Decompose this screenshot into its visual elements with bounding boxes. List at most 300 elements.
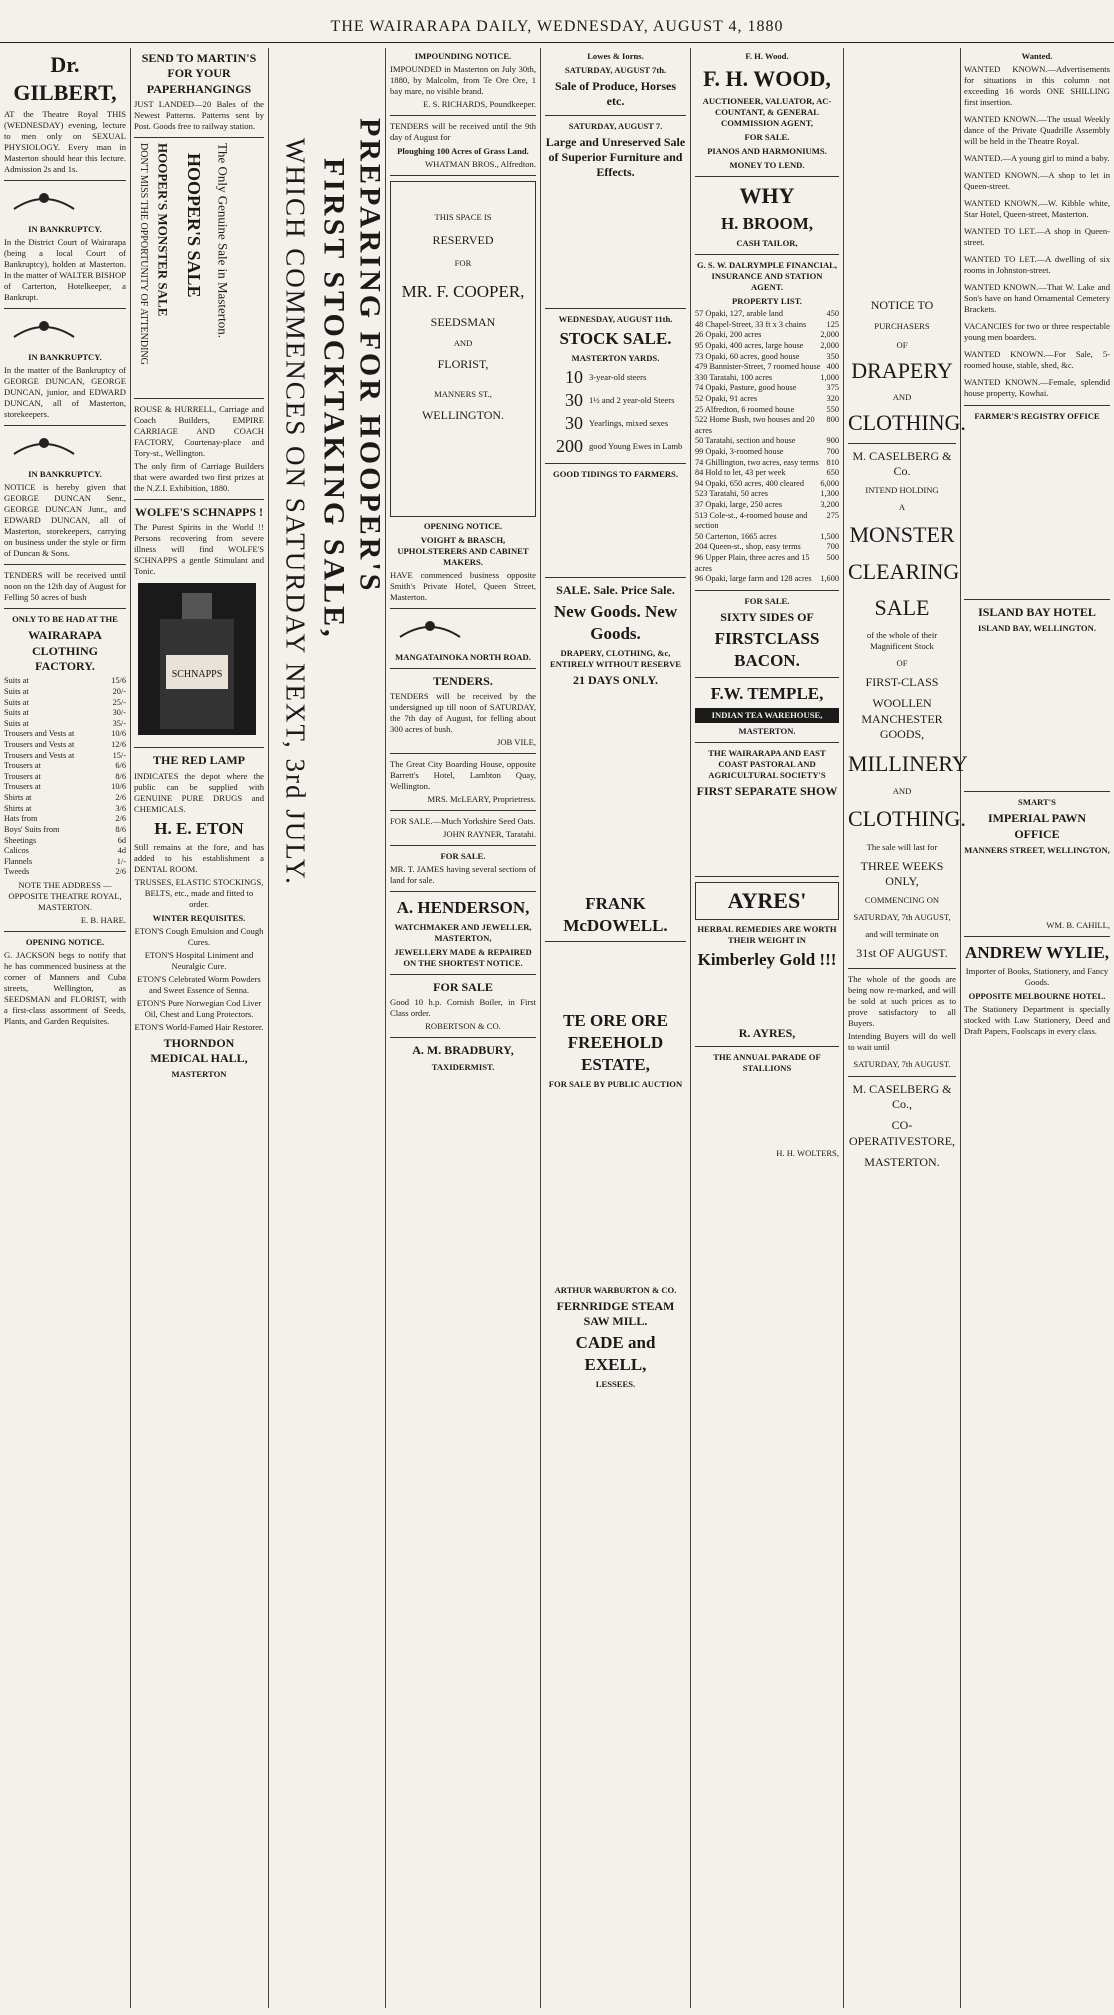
terminate: and will terminate on [865,929,939,940]
clearing-title: CLEARING [848,558,960,584]
saturday-date-2: SATURDAY, 7th AUGUST. [853,1058,951,1069]
impounding-title: IMPOUNDING NOTICE. [414,51,512,61]
pawn-office: IMPERIAL PAWN OFFICE [987,811,1087,841]
price-row [4,698,126,709]
lessees: LESSEES. [595,1378,636,1389]
masterton: MASTERTON. [864,1155,940,1170]
coop-store: CO-OPERATIVESTORE, [848,1118,956,1148]
property-desc: 57 Opaki, 127, arable land [695,309,784,319]
wolfe-title: WOLFE'S SCHNAPPS ! [134,505,263,520]
property-price: 1,600 [820,574,839,584]
reserved-city: WELLINGTON. [421,407,505,422]
column-1 [4,48,126,2008]
price-value: 2/6 [115,793,126,803]
price-value: 12/6 [111,740,126,750]
property-price: 1,300 [820,489,839,499]
whatman-signature: WHATMAN BROS., Alfredton. [424,159,536,169]
dalrymple-title: G. S. W. DALRYMPLE FINANCIAL, INSURANCE AND STATION AGENT. [696,260,838,293]
rayner-signature: JOHN RAYNER, Taratahi. [443,829,536,840]
property-desc: 84 Hold to let, 43 per week [695,468,786,478]
property-price: 6,000 [820,478,839,488]
eton-list [134,926,264,1033]
factory-title: WAIRARAPA CLOTHING FACTORY. [28,628,102,674]
banner-line-2: FIRST STOCKTAKING SALE, [317,158,351,640]
property-row [695,574,839,585]
property-row [695,352,839,363]
column-rule [268,48,269,2008]
woollen: WOOLLEN MANCHESTER GOODS, [861,696,943,741]
property-price: 550 [826,404,839,414]
farmers-title: GOOD TIDINGS TO FARMERS. [553,468,678,479]
commencing: COMMENCING ON [864,895,940,906]
property-row [695,320,839,331]
thorndon-title: THORNDON MEDICAL HALL, [150,1035,248,1065]
gilbert-body: AT the Theatre Royal THIS (WEDNESDAY) evening, lecture to men only on SEXUAL PHYSIOLOGY. Every man in Masterton should hear this lecture. Admission 2s and 1s. [4,109,126,175]
property-row [695,330,839,341]
bottle-label: SCHNAPPS [171,669,223,681]
column-rule [690,48,691,2008]
price-row [4,804,126,815]
property-row [695,415,839,436]
price-item: Trousers and Vests at [4,750,75,760]
wanted-item: WANTED KNOWN.—For Sale, 5-roomed house, stable, shed, &c. [964,349,1110,370]
property-row [695,309,839,320]
wanted-item: VACANCIES for two or three respectable young men boarders. [964,321,1110,342]
property-price: 125 [826,319,839,329]
spacer [545,482,686,572]
wanted-item: WANTED.—A young girl to mind a baby. [964,153,1110,163]
divider [695,590,839,591]
property-price: 1,000 [820,372,839,382]
separate-show: FIRST SEPARATE SHOW [696,783,838,798]
and: AND [892,391,912,402]
column-4 [390,48,536,2008]
tender-notice: TENDERS will be received until noon on the 12th day of August for Felling 50 acres of bush [4,570,126,603]
ornament-icon [390,617,470,643]
property-desc: 523 Taratahi, 50 acres [695,489,768,499]
masthead-rule [0,42,1114,43]
bradbury-title: A. M. BRADBURY, [412,1043,514,1058]
property-price: 450 [826,309,839,319]
divider [390,175,536,176]
divider [545,463,686,464]
price-item: Trousers at [4,771,41,781]
property-price: 400 [826,362,839,372]
tenders-body: TENDERS will be received by the undersigned up till noon of SATURDAY, the 7th day of August, for felling about 300 acres of bush. [390,691,536,735]
divider [695,677,839,678]
price-item: Trousers and Vests at [4,729,75,739]
wolfe-body: The Purest Spirits in the World !! Persons recovering from severe illness will find WOLFE'S SCHNAPPS a gentle Stimulant and Tonic. [134,522,264,577]
price-item: Suits at [4,718,29,728]
robertson-signature: ROBERTSON & CO. [425,1021,501,1032]
stock-desc: good Young Ewes in Lamb [589,440,683,451]
spacer [545,183,686,303]
banner-line-1: WHICH COMMENCES ON SATURDAY NEXT, 3rd JULY. [280,138,311,886]
price-value: 15/- [112,750,126,760]
stock-row [545,435,686,458]
price-item: Shirts at [4,803,32,813]
broom-trade: CASH TAILOR, [736,238,798,249]
divider [964,936,1110,937]
henderson-title: A. HENDERSON, [396,898,530,918]
sale-banner: SALE. Sale. Price Sale. [556,582,675,597]
wanted-list [964,64,1110,399]
wolters-signature: H. H. WOLTERS, [776,1148,839,1159]
henderson-trade: WATCHMAKER AND JEWELLER, MASTERTON, [394,922,532,944]
column-3 [272,48,387,2008]
divider [134,499,264,500]
ornament-icon [4,317,84,343]
divider [134,398,264,399]
trusses: TRUSSES, ELASTIC STOCKINGS, BELTS, etc., made and fitted to order. [134,876,264,909]
property-price: 275 [826,510,839,520]
for-sale-boiler: FOR SALE [433,980,493,995]
hooper-vert-1: DON'T MISS THE OPPORTUNITY OF ATTENDING [137,143,149,365]
boarding-house: The Great City Boarding House, opposite Barrett's Hotel, Lambton Quay, Wellington. [390,759,536,792]
divider [390,891,536,892]
james-body: MR. T. JAMES having several sections of land for sale. [390,864,536,886]
broom-title: H. BROOM, [720,214,814,234]
divider [695,742,839,743]
divider [390,810,536,811]
divider [390,608,536,609]
spacer [695,801,839,871]
opening-title: OPENING NOTICE. [423,521,503,531]
new-goods: New Goods. New Goods. [553,602,678,643]
firm-name: M. CASELBERG & Co. [852,448,952,479]
goods-note: The whole of the goods are being now re-marked, and will be sold at such prices as to prove satisfactory to all Buyers. [848,973,956,1028]
property-list-title: PROPERTY LIST. [732,296,802,307]
temple-shop: INDIAN TEA WAREHOUSE, [695,708,839,723]
gilbert-title: Dr. GILBERT, [13,52,117,106]
divider [4,425,126,426]
property-desc: 522 Home Bush, two houses and 20 acres [695,415,815,435]
column-5 [545,48,686,2008]
herbal-line: HERBAL REMEDIES ARE WORTH THEIR WEIGHT IN [697,924,837,946]
plough-title: Ploughing 100 Acres of Grass Land. [397,146,529,156]
masthead: THE WAIRARAPA DAILY, WEDNESDAY, AUGUST 4, 1880 [330,18,784,35]
saturday-date: SATURDAY, 7th AUGUST, [853,912,951,923]
date-heading: WEDNESDAY, AUGUST 11th. [558,313,673,324]
price-value: 8/6 [115,824,126,834]
divider [4,608,126,609]
property-row [695,542,839,553]
price-row [4,825,126,836]
divider [390,753,536,754]
cornish-body: Good 10 h.p. Cornish Boiler, in First Class order. [390,997,536,1019]
stock-desc: Yearlings, mixed sexes [589,417,669,428]
property-price: 700 [826,542,839,552]
property-price: 800 [826,415,839,425]
ornament-icon [4,189,84,215]
bankruptcy-heading: IN BANKRUPTCY. [28,469,102,480]
hooper-vertical-block [134,143,264,393]
wanted-item: WANTED KNOWN.—Female, splendid house property, Kowhai. [964,377,1110,398]
property-desc: 94 Opaki, 650 acres, 400 cleared [695,478,804,488]
first-class: FIRST-CLASS [865,674,939,689]
wood-title: F. H. WOOD, [703,66,831,91]
sale-title: SALE [874,594,930,620]
property-desc: 50 Carterton, 1665 acres [695,531,777,541]
price-row [4,708,126,719]
island-bay-place: ISLAND BAY, WELLINGTON. [978,623,1096,634]
note-address: NOTE THE ADDRESS — OPPOSITE THEATRE ROYAL, MASTERTON. [8,879,122,912]
price-value: 25/- [112,697,126,707]
eton-item: ETON'S Hospital Liniment and Neuralgic Cure. [144,949,254,971]
bankruptcy-body: In the matter of the Bankruptcy of GEORGE DUNCAN, GEORGE DUNCAN, junior, and EDWARD DUNCAN, all of Masterton, storekeepers. [4,365,126,420]
hooper-vert-2: HOOPER'S MONSTER SALE [155,143,171,317]
property-price: 650 [826,468,839,478]
intend: INTEND HOLDING [865,485,939,496]
days-only: 21 DAYS ONLY. [572,672,659,687]
only-title: ONLY TO BE HAD AT THE [12,614,118,625]
bankruptcy-body: In the District Court of Wairarapa (being a local Court of Bankruptcy), holden at Masterton. In the matter of WALTER BISHOP of Carterton, Hotelkeeper, a Bankrupt. [4,237,126,303]
tenders-title: TENDERS. [433,674,493,688]
price-item: Tweeds [4,867,30,877]
price-value: 6d [117,835,126,845]
property-desc: 95 Opaki, 400 acres, large house [695,340,804,350]
price-list [4,676,126,878]
price-value: 8/6 [115,771,126,781]
column-rule [130,48,131,2008]
wylie-title: ANDREW WYLIE, [965,943,1109,963]
opening-heading: OPENING NOTICE. [25,936,105,947]
property-desc: 204 Queen-st., shop, easy terms [695,542,801,552]
price-row [4,857,126,868]
eton-item: ETON'S World-Famed Hair Restorer. [134,1021,264,1032]
fernridge-title: FERNRIDGE STEAM SAW MILL. [556,1298,675,1328]
date-heading: SATURDAY, AUGUST 7. [568,120,663,131]
temple-place: MASTERTON. [738,725,796,736]
millinery-title: MILLINERY [848,751,968,777]
price-value: 20/- [112,687,126,696]
divider [848,968,956,969]
price-value: 6/6 [115,761,126,771]
spacer [695,973,839,1023]
price-item: Trousers at [4,782,41,792]
price-item: Trousers at [4,761,41,771]
stock-count: 200 [556,435,583,456]
wylie-place: OPPOSITE MELBOURNE HOTEL. [968,990,1106,1001]
of: OF [896,340,908,351]
price-row [4,782,126,793]
price-row [4,772,126,783]
banner-line-3: PREPARING FOR HOOPER'S [353,118,387,594]
property-price: 700 [826,446,839,456]
divider [390,668,536,669]
divider [964,599,1110,600]
bacon-title: FIRSTCLASS BACON. [714,629,820,671]
property-desc: 50 Taratahi, section and house [695,436,796,446]
divider [848,443,956,444]
stock-count: 30 [565,412,583,433]
bankruptcy-heading: IN BANKRUPTCY. [28,224,102,235]
ayres-title: AYRES' [695,882,839,920]
divider [4,180,126,181]
hooper-vert-4: The Only Genuine Sale in Masterton. [215,143,231,339]
wood-trade: AUCTIONEER, VALUATOR, AC-COUNTANT, & GENERAL COMMISSION AGENT, [702,96,832,129]
send-title: SEND TO MARTIN'S FOR YOUR PAPERHANGINGS [141,51,257,96]
property-desc: 99 Opaki, 3-roomed house [695,446,784,456]
te-ore-title: TE ORE ORE FREEHOLD ESTATE, [563,1011,668,1074]
column-7 [848,48,968,2008]
jewellery-line: JEWELLERY MADE & REPAIRED ON THE SHORTEST NOTICE. [394,947,532,969]
spacer [545,947,686,1007]
property-desc: 26 Opaki, 200 acres [695,330,762,340]
wanted-item: WANTED TO LET.—A dwelling of six rooms in Johnston-street. [964,254,1110,275]
reserved-street: MANNERS ST., [434,388,492,399]
wanted-item: WANTED KNOWN.—A shop to let in Queen-street. [964,170,1110,191]
plough-tender: TENDERS will be received until the 9th day of August for [390,121,536,142]
date-heading: SATURDAY, AUGUST 7th. [564,65,667,75]
wylie-trade: Importer of Books, Stationery, and Fancy Goods. [965,965,1109,987]
cade-title: CADE and EXELL, [575,1333,656,1375]
divider [695,1046,839,1047]
schnapps-bottle-icon [134,579,260,739]
price-row [4,740,126,751]
divider [545,577,686,578]
price-item: Suits at [4,687,29,696]
divider [4,308,126,309]
red-lamp-title: THE RED LAMP [152,753,245,768]
r-ayres: R. AYRES, [738,1025,796,1040]
parade-title: THE ANNUAL PARADE OF STALLIONS [713,1052,821,1074]
kimberley-line: Kimberley Gold !!! [697,950,837,970]
price-row [4,729,126,740]
clothing-title-2: CLOTHING. [848,806,966,832]
property-price: 2,000 [820,330,839,340]
property-desc: 96 Upper Plain, three acres and 15 acres [695,553,810,573]
seed-oats: FOR SALE.—Much Yorkshire Seed Oats. [390,816,536,827]
wanted-item: WANTED KNOWN.—That W. Lake and Son's have on hand Ornamental Cemetery Brackets. [964,282,1110,314]
property-row [695,373,839,384]
property-row [695,405,839,416]
voight-title: VOIGHT & BRASCH, UPHOLSTERERS AND CABINET MAKERS. [397,535,529,567]
wanted-item: WANTED KNOWN.—The usual Weekly dance of the Private Quadrille Assembly will be held in the Theatre Royal. [964,114,1110,146]
property-price: 375 [826,383,839,393]
property-row [695,436,839,447]
boarding-signature: MRS. McLEARY, Proprietress. [427,794,536,805]
property-desc: 74 Ghillington, two acres, easy terms [695,457,819,467]
sixty-sides: SIXTY SIDES OF [720,609,814,624]
closing-text: The Stationery Department is specially stocked with Law Stationery, Deed and Draft Papers, Foolscaps in every class. [964,1003,1110,1036]
spacer [848,48,956,298]
reserved-trade: SEEDSMAN [430,315,496,330]
spacer [964,424,1110,594]
spacer [545,1092,686,1282]
reserved-for: FOR [454,258,472,269]
money-heading: MONEY TO LEND. [729,160,805,171]
lowes-heading: Lowes & Iorns. [587,51,644,61]
property-desc: 513 Cole-st., 4-roomed house and section [695,510,808,531]
property-price: 2,000 [820,340,839,350]
property-row [695,489,839,500]
reserved-and: AND [453,338,473,349]
price-item: Hats from [4,814,38,824]
property-desc: 74 Opaki, Pasture, good house [695,383,797,393]
reserved-space [390,181,536,517]
divider [964,405,1110,406]
column-2 [134,48,264,2008]
firm-name-2: M. CASELBERG & Co., [852,1081,952,1112]
divider [134,137,264,138]
property-desc: 25 Alfredton, 6 roomed house [695,404,795,414]
price-item: Shirts at [4,793,32,803]
last-line: The sale will last for [866,841,938,852]
reserved-line: THIS SPACE IS [434,212,492,222]
price-row [4,687,126,698]
price-value: 15/6 [111,676,126,686]
bankruptcy-body: NOTICE is hereby given that GEORGE DUNCAN Senr., GEORGE DUNCAN Junr., and EDWARD DUNCAN, all of Masterton, storekeepers, carrying on business under the style or firm of Duncan & Sons. [4,482,126,559]
price-value: 10/6 [111,729,126,739]
property-row [695,383,839,394]
column-rule [960,48,961,2008]
pianos-heading: PIANOS AND HARMONIUMS. [707,146,827,157]
smarts: SMART'S [1018,797,1056,808]
stock-place: MASTERTON YARDS. [571,352,660,363]
wood-heading: F. H. Wood. [745,51,789,61]
property-row [695,468,839,479]
road-title: MANGATAINOKA NORTH ROAD. [395,652,531,662]
clothing-title: CLOTHING. [848,409,966,435]
opening-body: G. JACKSON begs to notify that he has commenced business at the corner of Manners and Cuba streets, Wellington, as SEEDSMAN and FLORIST, with a first-class assortment of Seeds, Plants, and Garden Requisites. [4,949,126,1026]
purchasers: PURCHASERS [874,321,930,332]
rouse-title: ROUSE & HURRELL, Carriage and Coach Builders, EMPIRE CARRIAGE AND COACH FACTORY, Courtenay-place and Tory-st., Wellington. [134,404,264,459]
impounding-signature: E. S. RICHARDS, Poundkeeper. [423,99,536,109]
price-value: 4d [117,846,126,856]
stock-count: 10 [565,366,583,387]
property-list [695,309,839,585]
bradbury-trade: TAXIDERMIST. [431,1061,495,1072]
price-row [4,814,126,825]
property-desc: 52 Opaki, 91 acres [695,393,758,403]
property-desc: 479 Bannister-Street, 7 roomed house [695,362,821,372]
show-society: THE WAIRARAPA AND EAST COAST PASTORAL AND AGRICULTURAL SOCIETY'S [708,747,826,780]
furniture-title: Large and Unreserved Sale of Superior Furniture and Effects. [545,134,686,180]
property-row [695,553,839,574]
end-date: 31st OF AUGUST. [856,946,948,961]
drapery-title: DRAPERY [851,358,953,384]
property-desc: 37 Opaki, large, 250 acres [695,500,782,510]
price-row [4,751,126,762]
temple-title: F.W. TEMPLE, [710,683,824,703]
produce-title: Sale of Produce, Horses etc. [554,79,677,109]
price-value: 1/- [116,856,126,866]
impounding-body: IMPOUNDED in Masterton on July 30th, 1880, by Malcolm, from Te Ore Ore, 1 bay mare, no visible brand. [390,64,536,96]
divider [390,845,536,846]
for-sale-heading: FOR SALE. [744,132,790,143]
price-row [4,676,126,687]
column-rule [540,48,541,2008]
price-item: Suits at [4,708,29,718]
of2: OF [896,657,908,668]
price-value: 2/6 [115,814,126,824]
pawn-place: MANNERS STREET, WELLINGTON, [964,845,1110,856]
eton-item: ETON'S Cough Emulsion and Cough Cures. [134,925,264,947]
ornament-icon [4,434,84,460]
thorndon-place: MASTERTON [171,1069,227,1080]
price-item: Suits at [4,697,29,707]
a: A [898,502,906,513]
mcdowell-name: FRANK McDOWELL. [563,893,668,935]
price-value: 35/- [112,718,126,728]
column-6 [695,48,839,2008]
property-row [695,341,839,352]
property-row [695,532,839,543]
eton-title: H. E. ETON [154,818,244,838]
send-body: JUST LANDED—20 Bales of the Newest Patterns. Patterns sent by Post. Goods free to railway station. [134,99,264,132]
property-price: 500 [826,553,839,563]
